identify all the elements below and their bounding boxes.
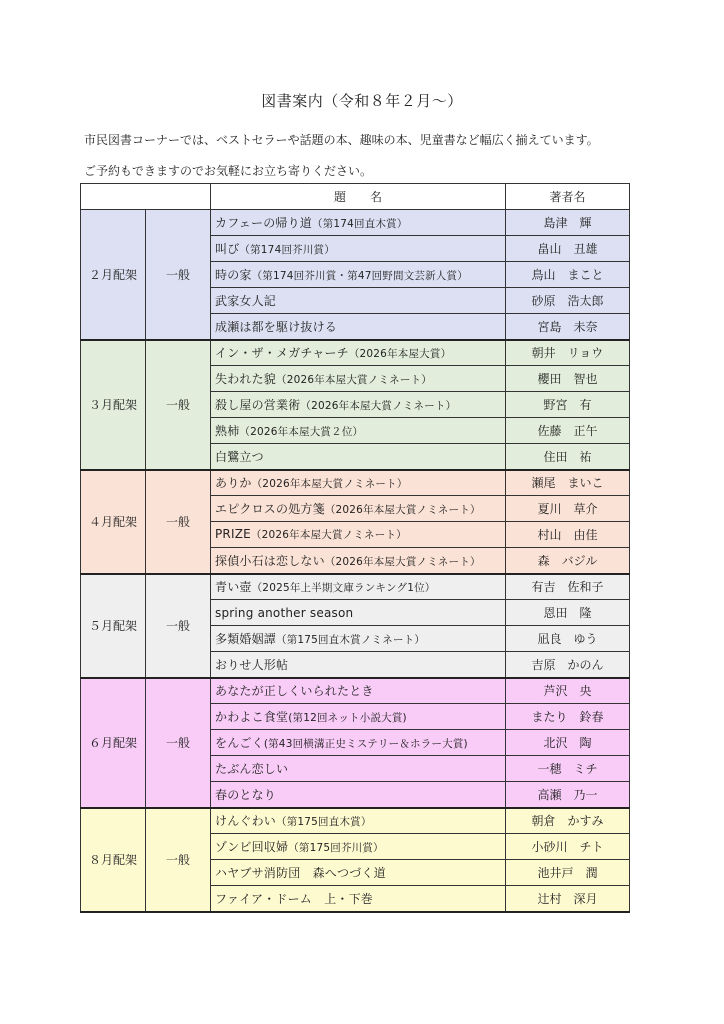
book-title-cell — [211, 236, 506, 262]
book-title-cell — [211, 548, 506, 574]
book-title: ゾンビ回収婦 — [215, 840, 289, 854]
book-title-cell — [211, 860, 506, 886]
author-cell: 住田 祐 — [506, 444, 630, 470]
book-title-cell — [211, 288, 506, 314]
author-cell: 辻村 深月 — [506, 886, 630, 912]
book-title-cell — [211, 574, 506, 600]
author-cell: 鳥山 まこと — [506, 262, 630, 288]
shelf-month-cell: ６月配架 — [81, 678, 146, 808]
author-cell: 凪良 ゆう — [506, 626, 630, 652]
book-title: イン・ザ・メガチャーチ — [215, 346, 349, 361]
book-title-cell — [211, 314, 506, 340]
table-row — [81, 574, 630, 600]
award-note: （2026年本屋大賞ノミネート） — [251, 478, 408, 491]
award-note: （2026年本屋大賞ノミネート） — [276, 374, 432, 386]
book-title: 成瀬は都を駆け抜ける — [215, 319, 338, 334]
author-cell: 池井戸 潤 — [506, 860, 630, 886]
category-cell: 一般 — [146, 574, 211, 678]
author-cell: 高瀬 乃一 — [506, 782, 630, 808]
table-row — [81, 678, 630, 704]
award-note: （2026年本屋大賞２位） — [239, 426, 364, 438]
book-title-cell — [211, 730, 506, 756]
award-note: （第175回直木賞） — [276, 816, 372, 829]
book-title-cell — [211, 340, 506, 366]
book-title-cell — [211, 808, 506, 834]
book-title: 探偵小石は恋しない — [215, 553, 325, 568]
table-row — [81, 340, 630, 366]
author-cell: 芦沢 央 — [506, 678, 630, 704]
book-title: かわよこ食堂 — [215, 710, 289, 724]
book-title: 失われた貌 — [215, 372, 277, 386]
author-cell: 佐藤 正午 — [506, 418, 630, 444]
category-cell: 一般 — [146, 678, 211, 808]
book-title: 白鷺立つ — [215, 449, 264, 464]
book-list-table — [80, 183, 630, 913]
author-cell: 朝井 リョウ — [506, 340, 630, 366]
book-title: 春のとなり — [215, 787, 277, 802]
author-cell: 恩田 隆 — [506, 600, 630, 626]
book-title: spring another season — [215, 605, 354, 620]
author-cell: 宮島 未奈 — [506, 314, 630, 340]
book-title: カフェーの帰り道 — [215, 216, 313, 230]
category-cell: 一般 — [146, 808, 211, 912]
book-title: 時の家 — [215, 268, 252, 282]
shelf-month-cell: ３月配架 — [81, 340, 146, 470]
book-title-cell — [211, 782, 506, 808]
book-title: おりせ人形帖 — [215, 657, 289, 672]
author-cell: 北沢 陶 — [506, 730, 630, 756]
author-cell: 村山 由佳 — [506, 522, 630, 548]
table-row — [81, 470, 630, 496]
intro-text-line-2: ご予約もできますのでお気軽にお立ち寄りください。 — [84, 164, 373, 178]
author-cell: またり 鈴春 — [506, 704, 630, 730]
award-note: （第175回芥川賞） — [288, 842, 384, 854]
book-title-cell — [211, 470, 506, 496]
shelf-month-cell: ２月配架 — [81, 210, 146, 340]
author-cell: 砂原 浩太郎 — [506, 288, 630, 314]
document-title: 図書案内（令和８年２月～） — [261, 92, 463, 110]
category-cell: 一般 — [146, 210, 211, 340]
book-title: をんごく — [215, 736, 264, 750]
header-empty-cell — [81, 184, 211, 210]
table-body — [81, 210, 630, 912]
award-note: （第174回芥川賞） — [239, 244, 335, 256]
author-cell: 森 バジル — [506, 548, 630, 574]
shelf-month-cell: ８月配架 — [81, 808, 146, 912]
book-title: 青い壺 — [215, 580, 252, 595]
book-title: 殺し屋の営業術 — [215, 398, 301, 412]
book-title: たぶん恋しい — [215, 762, 289, 776]
table-row — [81, 210, 630, 236]
award-note: （2026年本屋大賞） — [348, 348, 452, 361]
category-cell: 一般 — [146, 470, 211, 574]
book-title: PRIZE — [215, 527, 251, 541]
book-title: 熟柿 — [215, 424, 240, 438]
award-note: (第12回ネット小説大賞) — [288, 712, 407, 724]
book-title-cell — [211, 444, 506, 470]
book-title-cell — [211, 886, 506, 912]
book-title-cell — [211, 834, 506, 860]
header-title: 題 名 — [211, 184, 506, 210]
book-title-cell — [211, 418, 506, 444]
book-title-cell — [211, 366, 506, 392]
book-title: けんぐわい — [215, 814, 277, 829]
award-note: （第174回直木賞） — [312, 218, 408, 230]
author-cell: 野宮 有 — [506, 392, 630, 418]
award-note: （2026年本屋大賞ノミネート） — [324, 555, 481, 568]
book-title: あなたが正しくいられたとき — [215, 684, 374, 699]
award-note: （第174回芥川賞・第47回野間文芸新人賞） — [251, 270, 468, 282]
book-title: ありか — [215, 476, 252, 491]
header-author: 著者名 — [506, 184, 630, 210]
book-title-cell — [211, 210, 506, 236]
award-note: (第43回横溝正史ミステリー＆ホラー大賞) — [263, 738, 468, 750]
intro-text-line-1: 市民図書コーナーでは、ベストセラーや話題の本、趣味の本、児童書など幅広く揃えています。 — [84, 133, 599, 147]
author-cell: 夏川 草介 — [506, 496, 630, 522]
table-row — [81, 808, 630, 834]
author-cell: 一穂 ミチ — [506, 756, 630, 782]
book-title-cell — [211, 704, 506, 730]
author-cell: 吉原 かのん — [506, 652, 630, 678]
book-title: ハヤブサ消防団 森へつづく道 — [215, 866, 386, 880]
author-cell: 有吉 佐和子 — [506, 574, 630, 600]
book-title-cell — [211, 392, 506, 418]
author-cell: 島津 輝 — [506, 210, 630, 236]
book-title-cell — [211, 496, 506, 522]
author-cell: 畠山 丑雄 — [506, 236, 630, 262]
author-cell: 小砂川 チト — [506, 834, 630, 860]
book-title-cell — [211, 262, 506, 288]
category-cell: 一般 — [146, 340, 211, 470]
book-title-cell — [211, 678, 506, 704]
book-title: ファイア・ドーム 上・下巻 — [215, 891, 374, 906]
book-title-cell — [211, 522, 506, 548]
author-cell: 櫻田 智也 — [506, 366, 630, 392]
book-title: 叫び — [215, 242, 240, 256]
award-note: （2026年本屋大賞ノミネート） — [250, 529, 407, 541]
book-title: 多類婚姻譚 — [215, 632, 277, 646]
author-cell: 朝倉 かすみ — [506, 808, 630, 834]
award-note: （2025年上半期文庫ランキング1位） — [251, 582, 436, 595]
book-title-cell — [211, 626, 506, 652]
table-header-row — [81, 184, 630, 210]
book-title-cell — [211, 652, 506, 678]
shelf-month-cell: ５月配架 — [81, 574, 146, 678]
book-title: エピクロスの処方箋 — [215, 502, 325, 516]
award-note: （2026年本屋大賞ノミネート） — [300, 400, 457, 412]
award-note: （第175回直木賞ノミネート） — [276, 634, 426, 646]
award-note: （2026年本屋大賞ノミネート） — [324, 504, 481, 516]
book-title-cell — [211, 756, 506, 782]
book-title: 武家女人記 — [215, 294, 277, 308]
shelf-month-cell: ４月配架 — [81, 470, 146, 574]
book-title-cell — [211, 600, 506, 626]
author-cell: 瀬尾 まいこ — [506, 470, 630, 496]
